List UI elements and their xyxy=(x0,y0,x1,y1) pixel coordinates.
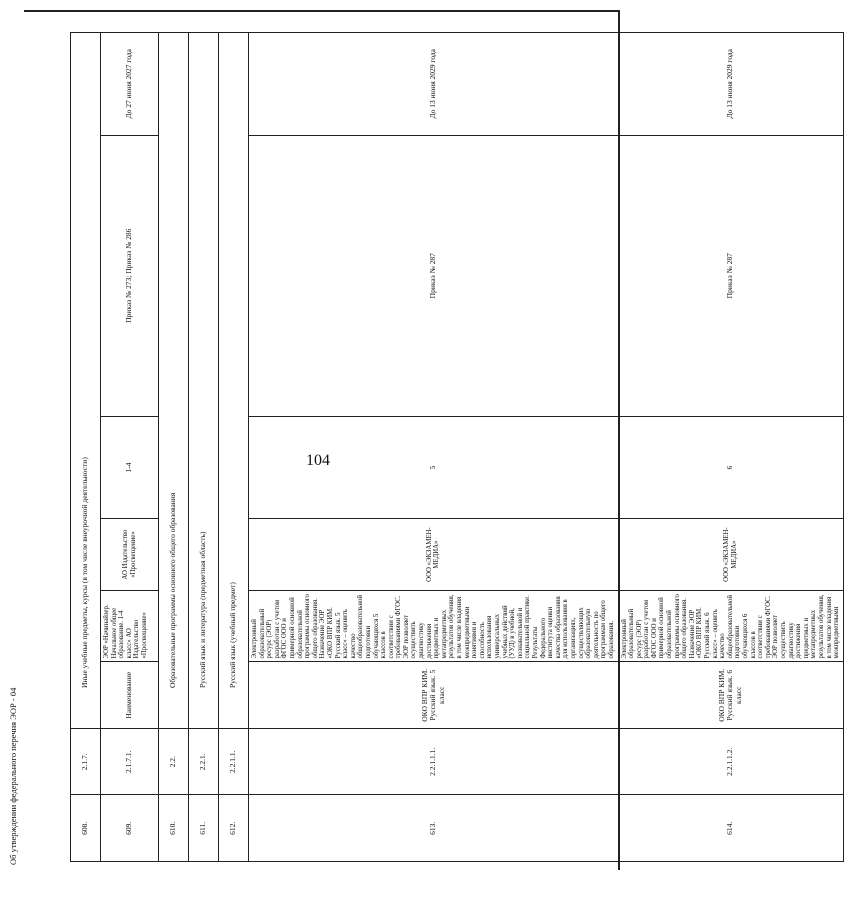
row-code: 2.2.1.1.1. xyxy=(249,729,619,796)
row-number: 608. xyxy=(71,795,101,862)
order: Приказ № 273; Приказ № 286 xyxy=(101,135,159,416)
resource-description: ЭОР «Начинайзер. Начальное общее образование. 1-4 класс» АО Издательство «Просвещение» xyxy=(101,590,159,662)
grade: 6 xyxy=(618,416,843,518)
deadline: До 13 июня 2029 года xyxy=(618,33,843,136)
resource-description: Электронный образовательный ресурс (ЭОР) разработан с учетом ФГОС ООО и примерной основной образовательной программы основного общего образования. Назначение ЭОР «ОКО ВПР КИМ. Русский язык. 5 класс» – оценить качество общеобразовательной подготовки обучающихся 5 классов в соответствии с требованиями ФГОС. ЭОР позволяет осуществить диагностику достижения предметных и метапредметных результатов обучения, в том числе владения межпредметными понятиями и способность использования универсальных учебных действий (УУД) в учебной, познавательной и социальной практике. Результаты Федерального института оценки качества образования для использования в организациях, осуществляющих образовательную деятельность по программам общего образования. xyxy=(249,590,619,662)
row-number: 611. xyxy=(189,795,219,862)
resources-table xyxy=(70,32,844,862)
row-number: 612. xyxy=(219,795,249,862)
resource-title: ОКО ВПР КИМ. Русский язык. 5 класс xyxy=(249,662,619,729)
table-row-610 xyxy=(159,33,189,862)
grade: 5 xyxy=(249,416,619,518)
resource-title: Наименование xyxy=(101,662,159,729)
section-title: Русский язык (учебный предмет) xyxy=(219,33,249,729)
row-number: 609. xyxy=(101,795,159,862)
section-title: Образовательные программы основного общего образования xyxy=(159,33,189,729)
row-number: 613. xyxy=(249,795,619,862)
scan-edge-top xyxy=(24,10,620,12)
table-row-612 xyxy=(219,33,249,862)
row-code: 2.2.1. xyxy=(189,729,219,796)
page-number: 104 xyxy=(306,452,330,469)
row-code: 2.2.1.1.2. xyxy=(618,729,843,796)
order: Приказ № 287 xyxy=(249,135,619,416)
resource-description: Электронный образовательный ресурс (ЭОР) разработан с учетом ФГОС ООО и примерной основной образовательной программы основного общего образования. Назначение ЭОР «ОКО ВПР КИМ. Русский язык. 6 класс» – оценить качество общеобразовательной подготовки обучающихся 6 классов в соответствии с требованиями ФГОС. ЭОР позволяет осуществить диагностику достижения предметных и метапредметных результатов обучения, в том числе владения межпредметными xyxy=(618,590,843,662)
row-number: 610. xyxy=(159,795,189,862)
grade: 1-4 xyxy=(101,416,159,518)
table-row-614 xyxy=(618,33,843,862)
section-title: Иные учебные предметы, курсы (в том числе внеурочной деятельности) xyxy=(71,33,101,729)
table-row-611 xyxy=(189,33,219,862)
section-title: Русский язык и литература (предметная область) xyxy=(189,33,219,729)
row-code: 2.1.7.1. xyxy=(101,729,159,796)
table-row-608 xyxy=(71,33,101,862)
order: Приказ № 287 xyxy=(618,135,843,416)
deadline: До 13 июня 2029 года xyxy=(249,33,619,136)
footer-text: Об утверждении федерального перечня ЭОР - 04 xyxy=(8,687,18,865)
publisher: ООО «ЭКЗАМЕН-МЕДИА» xyxy=(618,519,843,591)
table-row-613 xyxy=(249,33,619,862)
publisher: АО Издательство «Просвещение» xyxy=(101,519,159,591)
row-code: 2.2. xyxy=(159,729,189,796)
row-code: 2.1.7. xyxy=(71,729,101,796)
row-code: 2.2.1.1. xyxy=(219,729,249,796)
row-number: 614. xyxy=(618,795,843,862)
resource-title: ОКО ВПР КИМ. Русский язык. 6 класс xyxy=(618,662,843,729)
table-row-609 xyxy=(101,33,159,862)
deadline: До 27 июня 2027 года xyxy=(101,33,159,136)
rotated-table-container xyxy=(70,32,841,862)
publisher: ООО «ЭКЗАМЕН-МЕДИА» xyxy=(249,519,619,591)
